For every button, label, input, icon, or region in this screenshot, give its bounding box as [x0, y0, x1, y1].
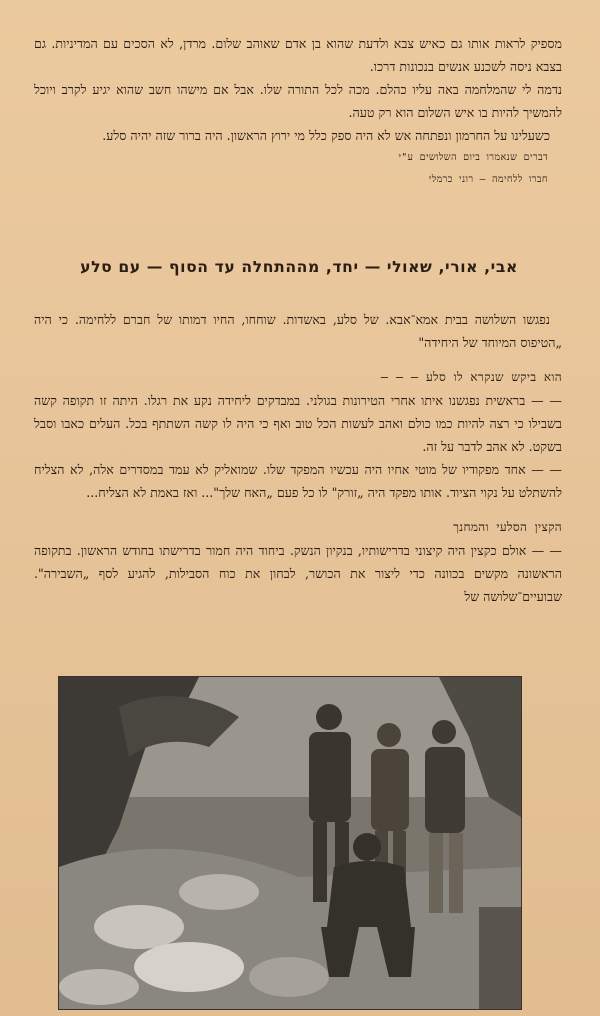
- article-body: [34, 308, 562, 608]
- body-paragraph-3: — — אחד מפקודיו של מוטי אחיו היה עכשיו המפקד שלו. שמואליק לא עמד במסדרים אלה, לא הצליח להשתלט על נקוי הציוד. אותו מפקד היה „זורק" לו כל פעם „האח שלך"... ואז באמת לא הצליח...: [34, 462, 562, 500]
- article-headline: אבי, אורי, שאולי — יחד, מההתחלה עד הסוף — עם סלע: [80, 258, 518, 276]
- intro-paragraph-1: מספיק לראות אותו גם כאיש צבא ולדעת שהוא בן אדם שאוהב שלום. מרדן, לא הסכים עם המדיניות. גם בצבא ניסה לשכנע אנשים בנכונות דרכו.: [34, 36, 562, 74]
- body-paragraph-4: — — אולם כקצין היה קיצוני בדרישותיו, בנקיון הנשק. ביחוד היה חמור בדרישתו בחודש הראשון. בתקופה הראשונה מקשים בכוונה כדי ליצור את הכושר, לבחון את כוח הסבילות, להגיע לסף „השבירה". שבועיים־שלושה של: [34, 543, 562, 604]
- soldiers-photo-illustration: [59, 677, 521, 1009]
- subheading-2: הקצין הסלעי והמחנך: [453, 520, 562, 534]
- subheading-1: הוא ביקש שנקרא לו סלע — — —: [380, 370, 562, 384]
- body-paragraph-1: נפגשו השלושה בבית אמא־אבא. של סלע, באשדות. שוחחו, החיו דמותו של חברם ללחימה. כי היה „הטיפוס המיוחד של היחידה": [34, 312, 562, 350]
- body-paragraph-2: — — בראשית נפגשנו איתו אחרי הטירונות בגולני. במבדקים ליחידה נקע את רגלו. היתה זו תקופה קשה בשבילו כי רצה להיות כמו כולם ואהב לעשות הכל טוב ואף כי היה לו קשה השתתף בכל. העלים כאבו וסבל בשקט. לא אהב לדבר על זה.: [34, 393, 562, 454]
- intro-paragraph-2: נדמה לי שהמלחמה באה עליו כהלם. מכה לכל התורה שלו. אבל אם מישהו חשב שהוא יגיע לקרב ויוכל להמשיך להיות בו איש השלום הוא רק טעה.: [34, 82, 562, 120]
- group-photo: [58, 676, 522, 1010]
- intro-paragraph-3: כשעלינו על החרמון ונפתחה אש לא היה ספק כלל מי ירוץ הראשון. היה ברור שזה יהיה סלע.: [102, 128, 550, 143]
- credit-line-2: חברו ללחימה — רוני כרמלי: [428, 174, 548, 185]
- credit-line-1: דברים שנאמרו ביום השלושים ע"י: [398, 152, 548, 163]
- intro-section: [34, 32, 562, 191]
